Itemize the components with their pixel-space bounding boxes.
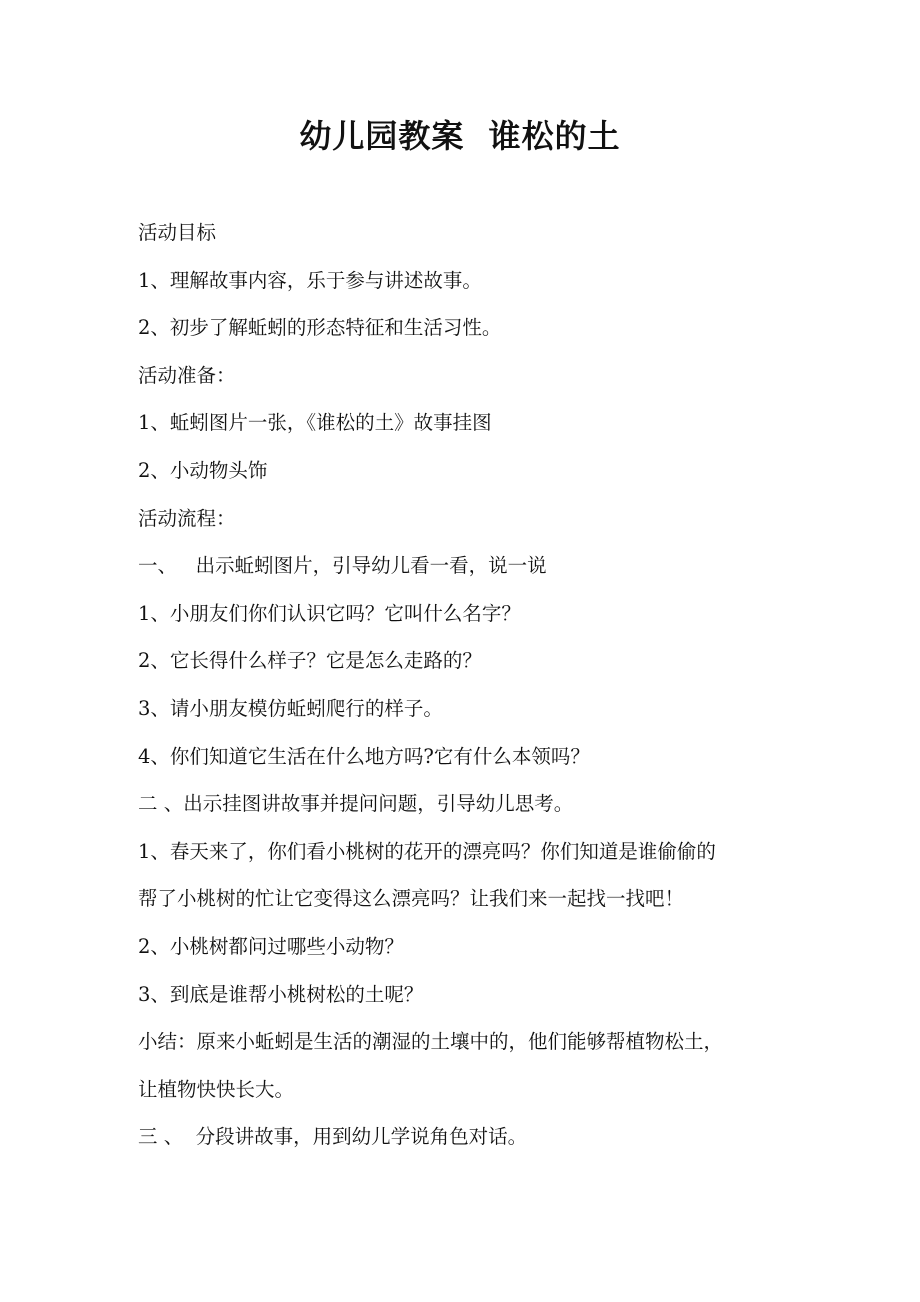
text-line: 4、你们知道它生活在什么地方吗?它有什么本领吗？ [138, 744, 590, 768]
text-line: 1、蚯蚓图片一张，《谁松的土》故事挂图 [138, 411, 492, 435]
text-line: 一、 出示蚯蚓图片，引导幼儿看一看，说一说 [138, 554, 547, 578]
text-line: 3、到底是谁帮小桃树松的土呢？ [138, 982, 424, 1006]
text-line: 2、小动物头饰 [138, 458, 268, 482]
text-line: 3、请小朋友模仿蚯蚓爬行的样子。 [138, 696, 443, 720]
text-line: 活动流程： [138, 506, 236, 530]
text-line: 二 、出示挂图讲故事并提问问题，引导幼儿思考。 [138, 792, 574, 816]
text-line: 帮了小桃树的忙让它变得这么漂亮吗？让我们来一起找一找吧！ [138, 887, 685, 911]
text-line: 1、理解故事内容，乐于参与讲述故事。 [138, 268, 482, 292]
text-line: 1、小朋友们你们认识它吗？它叫什么名字？ [138, 601, 521, 625]
document-title: 幼儿园教案 谁松的土 [299, 117, 621, 155]
text-line: 活动准备： [138, 363, 236, 387]
text-line: 1、春天来了，你们看小桃树的花开的漂亮吗？你们知道是谁偷偷的 [138, 839, 716, 863]
text-line: 三 、 分段讲故事，用到幼儿学说角色对话。 [138, 1125, 528, 1149]
text-line: 活动目标 [138, 221, 217, 244]
text-line: 让植物快快长大。 [138, 1077, 295, 1101]
text-line: 2、它长得什么样子？它是怎么走路的？ [138, 649, 482, 673]
text-line: 2、小桃树都问过哪些小动物？ [138, 934, 404, 958]
text-line: 2、初步了解蚯蚓的形态特征和生活习性。 [138, 316, 502, 340]
document-body [138, 209, 788, 1161]
text-line: 小结：原来小蚯蚓是生活的潮湿的土壤中的，他们能够帮植物松土， [138, 1030, 724, 1054]
